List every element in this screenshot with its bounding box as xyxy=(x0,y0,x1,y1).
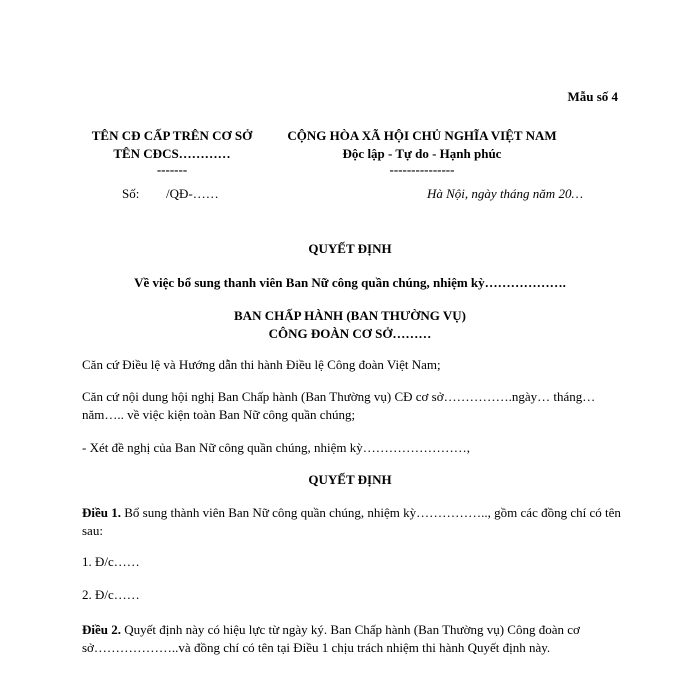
header-left xyxy=(62,127,282,177)
basis-1: Căn cứ Điều lệ và Hướng dẫn thi hành Điều lệ Công đoàn Việt Nam; xyxy=(82,357,441,372)
article-1 xyxy=(82,504,622,540)
date-place: Hà Nội, ngày tháng năm 20… xyxy=(427,186,583,201)
union-name: TÊN CĐCS………… xyxy=(113,146,231,161)
national-title: CỘNG HÒA XÃ HỘI CHỦ NGHĨA VIỆT NAM xyxy=(287,128,557,143)
article-2 xyxy=(82,621,622,657)
superior-union-name: TÊN CĐ CẤP TRÊN CƠ SỞ xyxy=(91,128,253,143)
form-number: Mẫu số 4 xyxy=(567,89,618,104)
member-1: 1. Đ/c…… xyxy=(82,554,140,569)
article-2-label: Điều 2. xyxy=(82,622,121,637)
basis-2: Căn cứ nội dung hội nghị Ban Chấp hành (Ban Thường vụ) CĐ cơ sở…………….ngày… tháng…năm….. về việc kiện toàn Ban Nữ công quần chúng; xyxy=(82,389,596,422)
authority-line-1: BAN CHẤP HÀNH (BAN THƯỜNG VỤ) xyxy=(234,308,466,323)
member-2: 2. Đ/c…… xyxy=(82,587,140,602)
national-motto: Độc lập - Tự do - Hạnh phúc xyxy=(342,146,502,161)
header-left-rule: ------- xyxy=(156,162,188,177)
authority-line-2: CÔNG ĐOÀN CƠ SỞ……… xyxy=(268,326,432,341)
issuing-authority xyxy=(0,307,700,343)
basis-3: - Xét đề nghị của Ban Nữ công quần chúng, nhiệm kỳ……………………, xyxy=(82,440,470,455)
document-title: QUYẾT ĐỊNH xyxy=(308,241,392,256)
document-number-code: /QĐ-…… xyxy=(166,186,219,201)
header-right xyxy=(272,127,572,177)
document-subject: Về việc bổ sung thanh viên Ban Nữ công quần chúng, nhiệm kỳ………………. xyxy=(134,275,566,290)
header-right-rule: --------------- xyxy=(389,162,455,177)
document-number-label: Số: xyxy=(122,186,140,201)
decision-heading: QUYẾT ĐỊNH xyxy=(308,472,392,487)
article-1-text: Bổ sung thành viên Ban Nữ công quần chúng, nhiệm kỳ…………….., gồm các đồng chí có tên sau: xyxy=(82,505,621,538)
article-2-text: Quyết định này có hiệu lực từ ngày ký. Ban Chấp hành (Ban Thường vụ) Công đoàn cơ sở………………..và đồng chí có tên tại Điều 1 chịu trách nhiệm thi hành Quyết định này. xyxy=(82,622,580,655)
article-1-label: Điều 1. xyxy=(82,505,121,520)
